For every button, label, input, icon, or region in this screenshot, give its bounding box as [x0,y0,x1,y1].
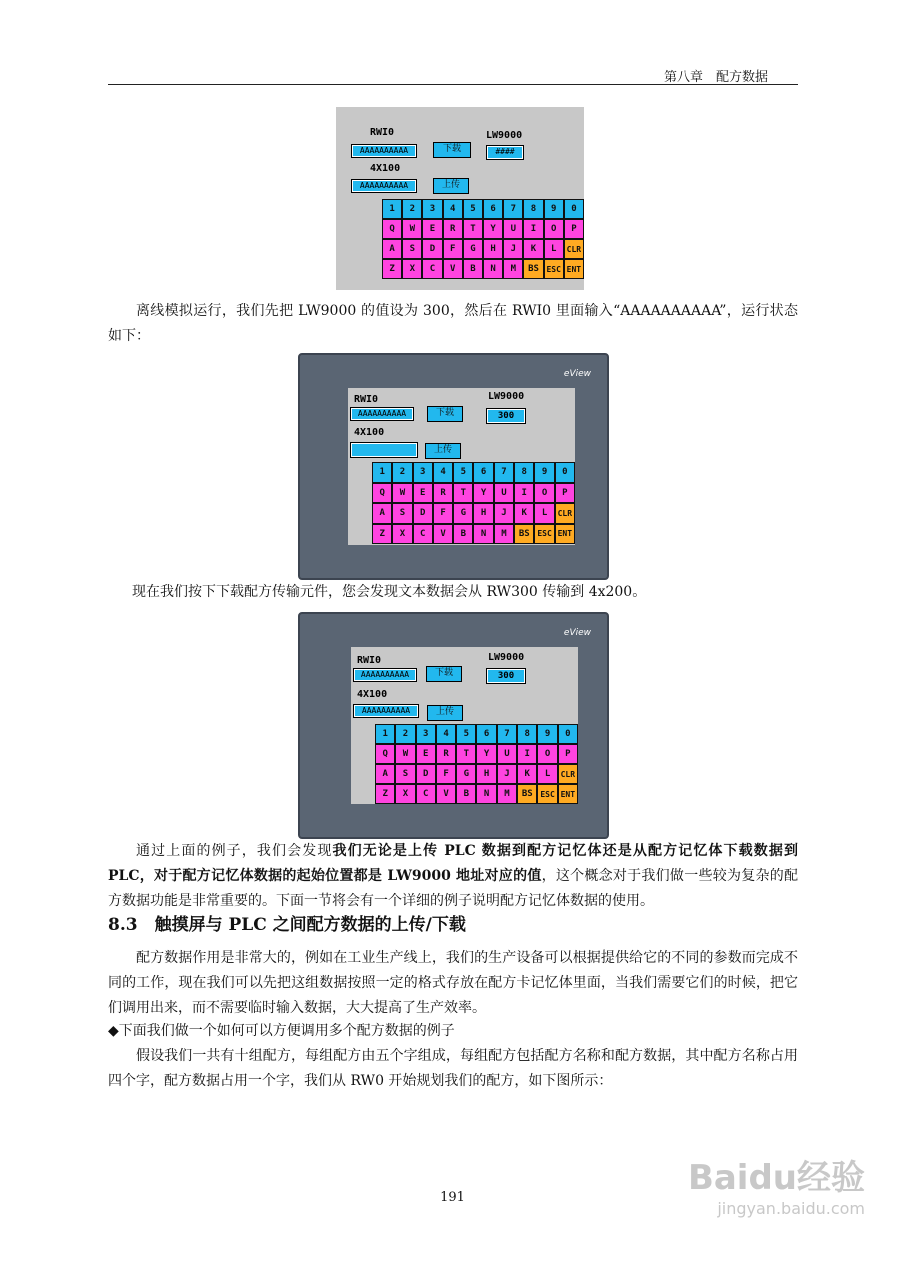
key-k[interactable]: K [517,764,537,784]
key-z[interactable]: Z [382,259,402,279]
key-x[interactable]: X [392,524,412,545]
key-q[interactable]: Q [372,483,392,504]
key-esc[interactable]: ESC [544,259,564,279]
rwi-field[interactable]: AAAAAAAAAA [353,668,417,682]
key-a[interactable]: A [372,503,392,524]
key-j[interactable]: J [503,239,523,259]
key-o[interactable]: O [544,219,564,239]
key-u[interactable]: U [503,219,523,239]
eview-logo: eView [563,628,591,638]
key-l[interactable]: L [537,764,557,784]
key-c[interactable]: C [422,259,442,279]
key-a[interactable]: A [375,764,395,784]
paragraph-4: 配方数据作用是非常大的，例如在工业生产线上，我们的生产设备可以根据提供给它的不同的参数而完成不同的工作，现在我们可以先把这组数据按照一定的格式存放在配方卡记忆体里面，当我们需要它们的时候，把它们调用出来，而不需要临时输入数据，大大提高了生产效率。 [108,950,798,1016]
key-clr[interactable]: CLR [555,503,575,524]
key-d[interactable]: D [413,503,433,524]
hmi-screenshot-3 [351,647,578,804]
key-q[interactable]: Q [375,744,395,764]
key-s[interactable]: S [392,503,412,524]
key-1[interactable]: 1 [372,462,392,483]
key-bs[interactable]: BS [514,524,534,545]
key-y[interactable]: Y [473,483,493,504]
key-k[interactable]: K [514,503,534,524]
key-7[interactable]: 7 [503,199,523,219]
key-3[interactable]: 3 [416,724,436,744]
key-6[interactable]: 6 [483,199,503,219]
paragraph-6: 假设我们一共有十组配方，每组配方由五个字组成，每组配方包括配方名称和配方数据，其中配方名称占用四个字，配方数据占用一个字，我们从 RW0 开始规划我们的配方，如下图所示： [108,1048,798,1089]
key-4[interactable]: 4 [433,462,453,483]
lw-label: LW9000 [488,652,525,663]
key-e[interactable]: E [416,744,436,764]
key-w[interactable]: W [392,483,412,504]
bullet-line: ◆下面我们做一个如何可以方便调用多个配方数据的例子 [108,1023,455,1039]
key-clr[interactable]: CLR [558,764,578,784]
watermark-logo: Baidu经验 [687,1158,865,1198]
key-j[interactable]: J [497,764,517,784]
key-u[interactable]: U [494,483,514,504]
x-field[interactable]: AAAAAAAAAA [351,179,417,193]
key-g[interactable]: G [456,764,476,784]
key-w[interactable]: W [395,744,415,764]
keyboard [375,724,578,804]
key-f[interactable]: F [443,239,463,259]
key-j[interactable]: J [494,503,514,524]
key-v[interactable]: V [443,259,463,279]
key-8[interactable]: 8 [517,724,537,744]
section-heading: 8.3 触摸屏与 PLC 之间配方数据的上传/下载 [108,915,466,935]
key-v[interactable]: V [433,524,453,545]
key-8[interactable]: 8 [523,199,543,219]
lw-field[interactable]: 300 [486,668,526,684]
key-ent[interactable]: ENT [555,524,575,545]
key-4[interactable]: 4 [436,724,456,744]
page-header [108,66,798,85]
keyboard [382,199,584,279]
key-p[interactable]: P [564,219,584,239]
key-b[interactable]: B [453,524,473,545]
key-l[interactable]: L [534,503,554,524]
hmi-screenshot-2 [348,388,575,545]
lw-field[interactable]: #### [486,145,524,160]
key-m[interactable]: M [503,259,523,279]
key-r[interactable]: R [443,219,463,239]
key-1[interactable]: 1 [382,199,402,219]
page-number: 191 [440,1190,465,1205]
hmi-screenshot-1 [336,107,584,290]
key-0[interactable]: 0 [558,724,578,744]
key-c[interactable]: C [416,784,436,804]
key-i[interactable]: I [523,219,543,239]
baidu-watermark [688,1150,865,1218]
lw-label: LW9000 [486,130,523,141]
key-e[interactable]: E [422,219,442,239]
rwi-label: RWI0 [357,655,382,666]
key-1[interactable]: 1 [375,724,395,744]
key-i[interactable]: I [514,483,534,504]
key-ent[interactable]: ENT [564,259,584,279]
x-label: 4X100 [370,163,401,174]
upload-button[interactable]: 上传 [433,178,469,194]
key-y[interactable]: Y [476,744,496,764]
key-9[interactable]: 9 [544,199,564,219]
upload-button[interactable]: 上传 [427,705,463,721]
rwi-label: RWI0 [354,394,379,405]
key-g[interactable]: G [453,503,473,524]
eview-logo: eView [563,369,591,379]
key-s[interactable]: S [395,764,415,784]
key-6[interactable]: 6 [476,724,496,744]
download-button[interactable]: 下载 [426,666,462,682]
key-b[interactable]: B [456,784,476,804]
key-t[interactable]: T [453,483,473,504]
x-label: 4X100 [357,689,388,700]
paragraph-2: 现在我们按下下载配方传输元件，您会发现文本数据会从 RW300 传输到 4x200。 [132,584,647,600]
key-5[interactable]: 5 [463,199,483,219]
key-x[interactable]: X [395,784,415,804]
key-s[interactable]: S [402,239,422,259]
key-f[interactable]: F [433,503,453,524]
key-l[interactable]: L [544,239,564,259]
key-g[interactable]: G [463,239,483,259]
key-ent[interactable]: ENT [558,784,578,804]
key-5[interactable]: 5 [453,462,473,483]
key-o[interactable]: O [537,744,557,764]
key-k[interactable]: K [523,239,543,259]
key-a[interactable]: A [382,239,402,259]
upload-button[interactable]: 上传 [425,443,461,459]
paragraph-3 [108,839,798,914]
key-t[interactable]: T [456,744,476,764]
key-9[interactable]: 9 [537,724,557,744]
key-7[interactable]: 7 [494,462,514,483]
hmi-device-3 [298,612,609,839]
key-x[interactable]: X [402,259,422,279]
key-3[interactable]: 3 [413,462,433,483]
keyboard [372,462,575,545]
key-6[interactable]: 6 [473,462,493,483]
key-n[interactable]: N [483,259,503,279]
key-u[interactable]: U [497,744,517,764]
key-i[interactable]: I [517,744,537,764]
x-field[interactable] [350,442,418,458]
key-3[interactable]: 3 [422,199,442,219]
key-esc[interactable]: ESC [534,524,554,545]
key-y[interactable]: Y [483,219,503,239]
key-p[interactable]: P [555,483,575,504]
paragraph-3-tail: ，这个概念对于我们做一些较为复杂的配方数据功能是非常重要的。下面一节将会有一个详细的例子说明配方记忆体数据的使用。 [108,868,799,909]
key-v[interactable]: V [436,784,456,804]
key-t[interactable]: T [463,219,483,239]
key-2[interactable]: 2 [395,724,415,744]
key-clr[interactable]: CLR [564,239,584,259]
key-7[interactable]: 7 [497,724,517,744]
key-b[interactable]: B [463,259,483,279]
x-label: 4X100 [354,427,385,438]
key-f[interactable]: F [436,764,456,784]
key-esc[interactable]: ESC [537,784,557,804]
key-c[interactable]: C [413,524,433,545]
download-button[interactable]: 下载 [427,406,463,422]
hmi-device-2 [298,353,609,580]
paragraph-3-lead: 通过上面的例子，我们会发现 [136,843,333,859]
key-bs[interactable]: BS [517,784,537,804]
rwi-label: RWI0 [370,127,395,138]
key-n[interactable]: N [476,784,496,804]
x-field[interactable]: AAAAAAAAAA [353,704,419,718]
key-z[interactable]: Z [375,784,395,804]
key-w[interactable]: W [402,219,422,239]
key-e[interactable]: E [413,483,433,504]
lw-field[interactable]: 300 [486,408,526,424]
key-n[interactable]: N [473,524,493,545]
key-r[interactable]: R [433,483,453,504]
key-8[interactable]: 8 [514,462,534,483]
key-m[interactable]: M [497,784,517,804]
key-q[interactable]: Q [382,219,402,239]
key-9[interactable]: 9 [534,462,554,483]
key-d[interactable]: D [422,239,442,259]
lw-label: LW9000 [488,391,525,402]
watermark-url: jingyan.baidu.com [717,1199,865,1218]
rwi-field[interactable]: AAAAAAAAAA [351,144,417,158]
key-m[interactable]: M [494,524,514,545]
key-h[interactable]: H [476,764,496,784]
key-r[interactable]: R [436,744,456,764]
key-d[interactable]: D [416,764,436,784]
key-o[interactable]: O [534,483,554,504]
chapter-title: 第八章 配方数据 [663,70,768,85]
download-button[interactable]: 下载 [433,142,471,158]
paragraph-3-emphasis: 我们无论是上传 PLC 数据到配方记忆体还是从配方记忆体下载数据到 PLC，对于配方记忆体数据的起始位置都是 LW9000 地址对应的值 [108,843,798,884]
key-h[interactable]: H [483,239,503,259]
key-h[interactable]: H [473,503,493,524]
paragraph-1: 离线模拟运行，我们先把 LW9000 的值设为 300，然后在 RWI0 里面输入“AAAAAAAAAA”，运行状态如下： [108,303,798,344]
key-0[interactable]: 0 [555,462,575,483]
key-4[interactable]: 4 [443,199,463,219]
key-2[interactable]: 2 [392,462,412,483]
key-2[interactable]: 2 [402,199,422,219]
key-p[interactable]: P [558,744,578,764]
key-z[interactable]: Z [372,524,392,545]
key-5[interactable]: 5 [456,724,476,744]
key-bs[interactable]: BS [523,259,543,279]
rwi-field[interactable]: AAAAAAAAAA [350,407,414,421]
key-0[interactable]: 0 [564,199,584,219]
